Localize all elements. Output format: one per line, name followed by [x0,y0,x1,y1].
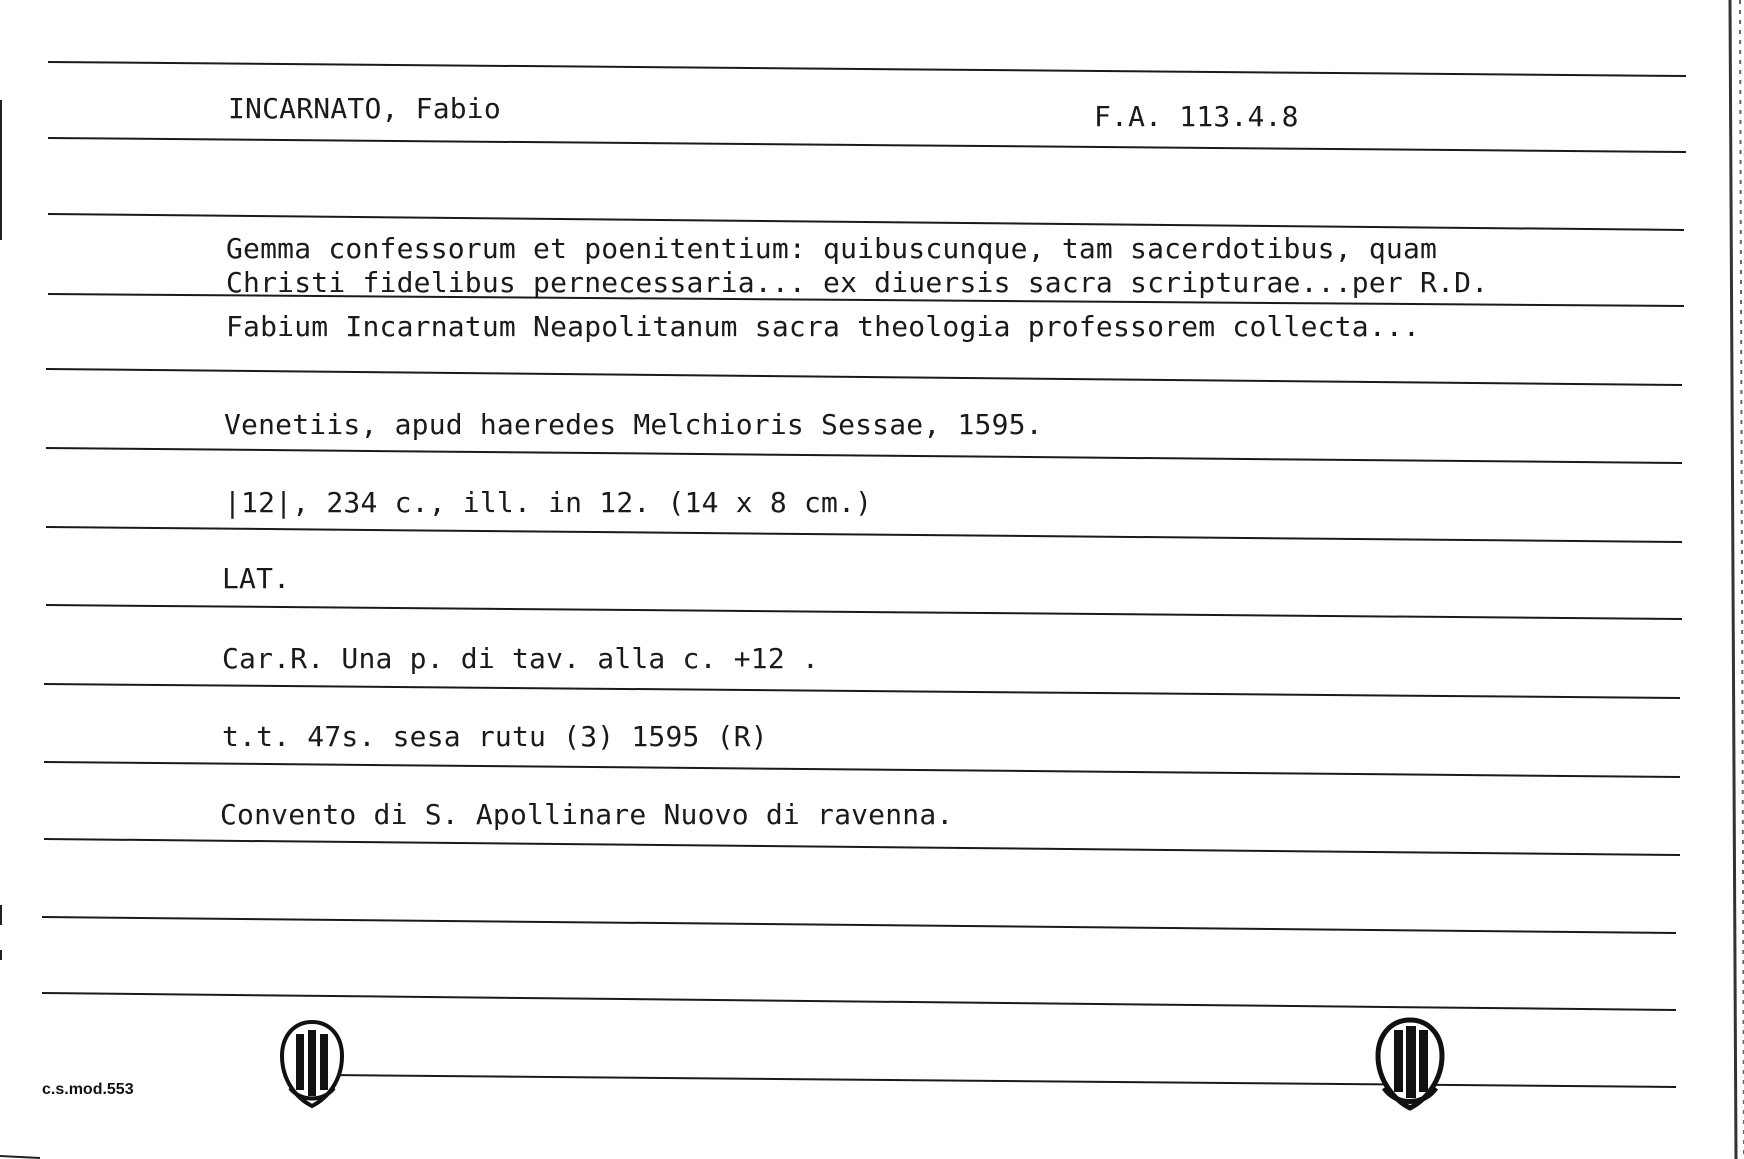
shield-emblem-icon [276,1018,348,1110]
rule-line [48,62,1686,76]
provenance: Convento di S. Apollinare Nuovo di ravenna. [220,798,954,831]
title-line-1: Gemma confessorum et poenitentium: quibuscunque, tam sacerdotibus, quam [226,232,1438,265]
rule-line [330,1075,1676,1087]
rule-line [46,605,1682,619]
title-line-2: Christi fidelibus pernecessaria... ex diuersis sacra scripturae...per R.D. [226,266,1489,299]
form-code: c.s.mod.553 [42,1081,134,1098]
author-heading: INCARNATO, Fabio [228,92,501,125]
rule-line [44,839,1680,855]
notes: Car.R. Una p. di tav. alla c. +12 . [222,642,820,675]
language: LAT. [222,562,291,595]
shield-emblem-icon [1372,1016,1448,1112]
bottom-edge-mark [0,1156,40,1158]
shelfmark: F.A. 113.4.8 [1094,100,1299,133]
rule-line [46,448,1682,463]
rule-line [48,214,1684,230]
rule-line [46,369,1682,385]
fingerprint: t.t. 47s. sesa rutu (3) 1595 (R) [222,720,768,753]
rule-line [46,527,1682,542]
rule-line [44,684,1680,698]
rule-line [48,138,1686,152]
rule-line [42,993,1676,1010]
card-edge-right [1730,0,1736,1159]
collation: |12|, 234 c., ill. in 12. (14 x 8 cm.) [224,486,873,519]
rule-line [44,762,1680,777]
imprint: Venetiis, apud haeredes Melchioris Sessae, 1595. [224,408,1043,441]
rule-line [42,917,1676,933]
card-edge-right-dash [1740,0,1744,1159]
title-line-3: Fabium Incarnatum Neapolitanum sacra theologia professorem collecta... [226,310,1421,343]
